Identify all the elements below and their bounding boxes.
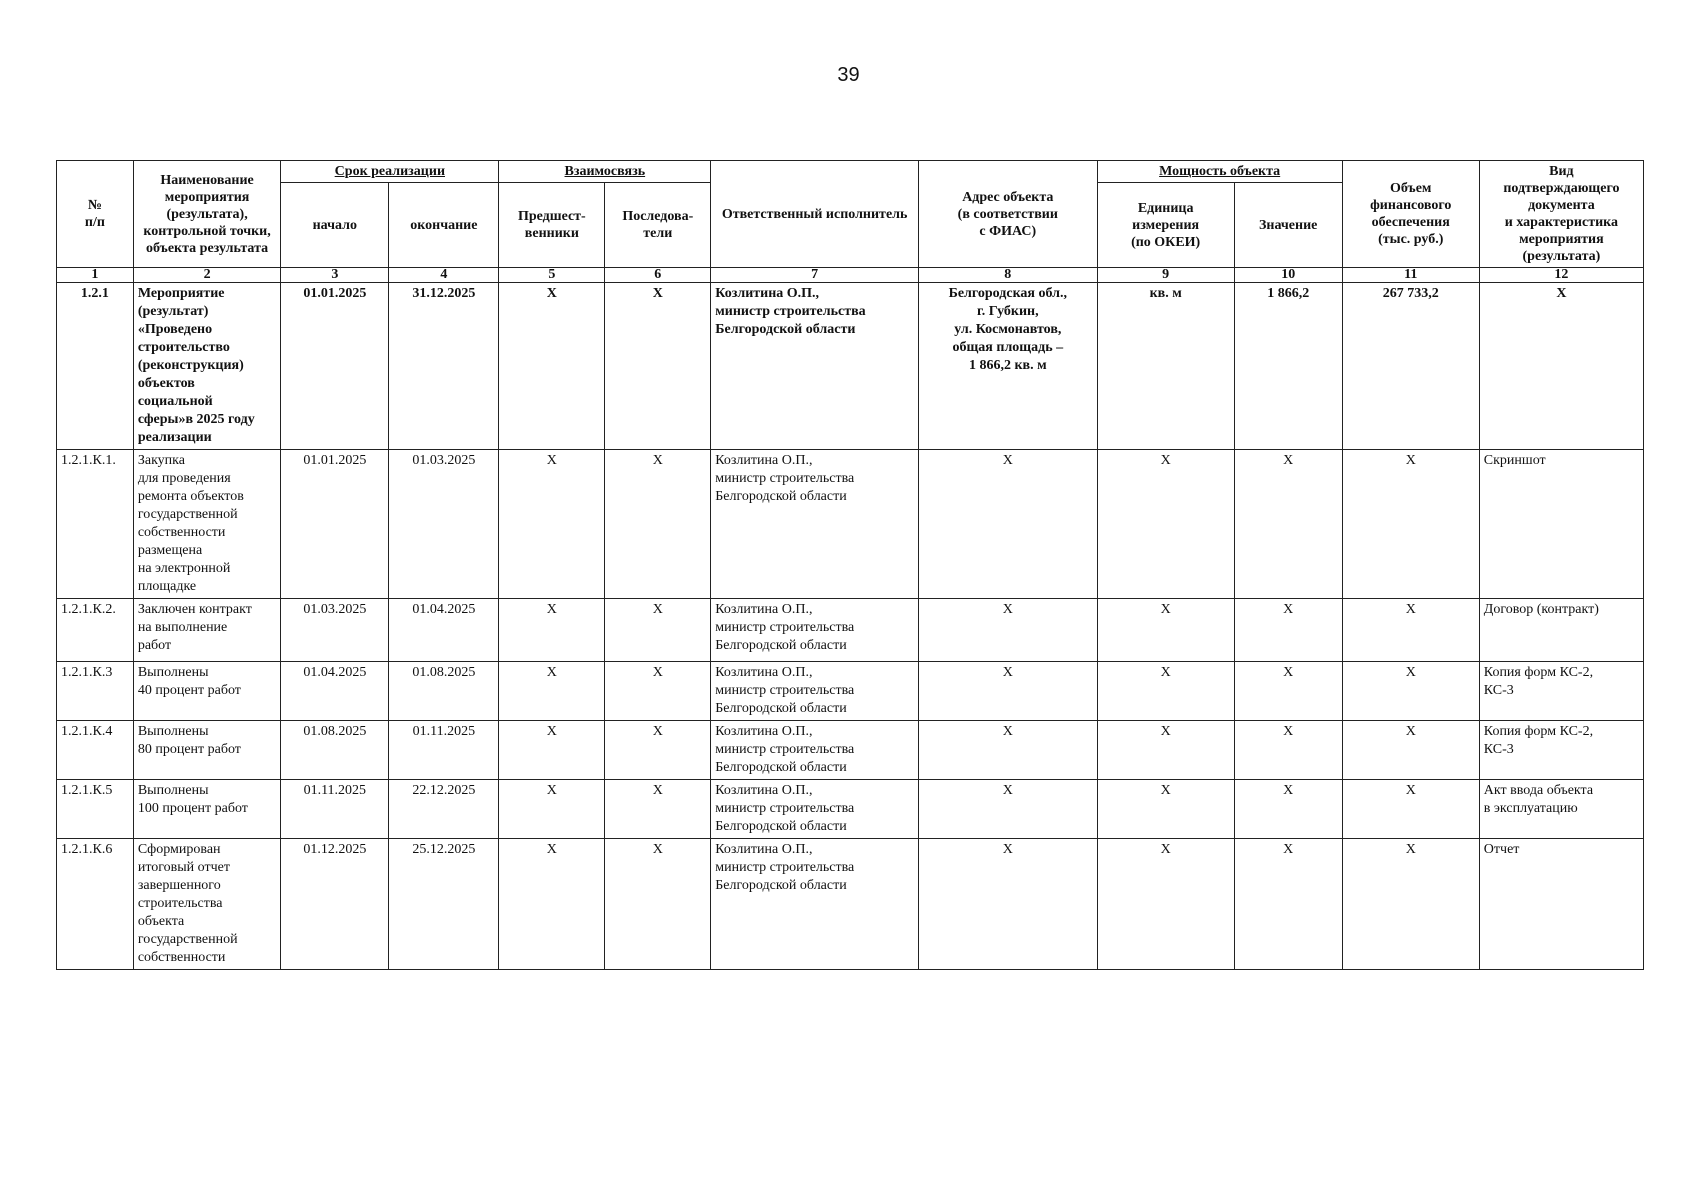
cell-name: Выполнены 80 процент работ	[133, 721, 280, 780]
col-number: 10	[1234, 268, 1342, 283]
cell-unit: X	[1097, 599, 1234, 662]
table-row	[57, 450, 1644, 599]
cell-address: X	[918, 662, 1097, 721]
cell-name: Закупка для проведения ремонта объектов государственной собственности размещена на электронной площадке	[133, 450, 280, 599]
cell-doc: Копия форм КС-2, КС-3	[1479, 721, 1643, 780]
cell-unit: X	[1097, 450, 1234, 599]
cell-pred: X	[499, 283, 605, 450]
header-end: окончание	[389, 183, 499, 268]
header-num: № п/п	[57, 161, 134, 268]
cell-succ: X	[605, 599, 711, 662]
cell-doc: X	[1479, 283, 1643, 450]
cell-end: 01.11.2025	[389, 721, 499, 780]
header-term: Срок реализации	[281, 161, 499, 183]
cell-name: Мероприятие (результат) «Проведено строительство (реконструкция) объектов социальной сферы»в 2025 году реализации	[133, 283, 280, 450]
cell-name: Выполнены 100 процент работ	[133, 780, 280, 839]
cell-start: 01.03.2025	[281, 599, 389, 662]
cell-num: 1.2.1	[57, 283, 134, 450]
cell-address: X	[918, 780, 1097, 839]
cell-start: 01.01.2025	[281, 283, 389, 450]
cell-value: X	[1234, 662, 1342, 721]
cell-succ: X	[605, 721, 711, 780]
cell-address: X	[918, 450, 1097, 599]
cell-doc: Отчет	[1479, 839, 1643, 970]
cell-unit: X	[1097, 721, 1234, 780]
col-number: 12	[1479, 268, 1643, 283]
cell-start: 01.12.2025	[281, 839, 389, 970]
cell-address: X	[918, 599, 1097, 662]
header-doc: Вид подтверждающего документа и характеристика мероприятия (результата)	[1479, 161, 1643, 268]
col-number: 3	[281, 268, 389, 283]
cell-start: 01.08.2025	[281, 721, 389, 780]
cell-pred: X	[499, 599, 605, 662]
cell-name: Сформирован итоговый отчет завершенного строительства объекта государственной собственности	[133, 839, 280, 970]
cell-end: 31.12.2025	[389, 283, 499, 450]
cell-unit: X	[1097, 780, 1234, 839]
header-pred: Предшест- венники	[499, 183, 605, 268]
cell-pred: X	[499, 662, 605, 721]
cell-num: 1.2.1.К.3	[57, 662, 134, 721]
table-row	[57, 839, 1644, 970]
header-link: Взаимосвязь	[499, 161, 711, 183]
col-number: 11	[1342, 268, 1479, 283]
cell-name: Выполнены 40 процент работ	[133, 662, 280, 721]
cell-end: 01.03.2025	[389, 450, 499, 599]
header-value: Значение	[1234, 183, 1342, 268]
cell-finance: X	[1342, 780, 1479, 839]
cell-address: Белгородская обл., г. Губкин, ул. Космонавтов, общая площадь – 1 866,2 кв. м	[918, 283, 1097, 450]
table-header	[57, 161, 1644, 283]
plan-table	[56, 160, 1644, 970]
cell-num: 1.2.1.К.5	[57, 780, 134, 839]
cell-succ: X	[605, 780, 711, 839]
cell-value: X	[1234, 780, 1342, 839]
cell-num: 1.2.1.К.6	[57, 839, 134, 970]
cell-succ: X	[605, 839, 711, 970]
cell-doc: Акт ввода объекта в эксплуатацию	[1479, 780, 1643, 839]
cell-num: 1.2.1.К.2.	[57, 599, 134, 662]
header-finance: Объем финансового обеспечения (тыс. руб.)	[1342, 161, 1479, 268]
cell-pred: X	[499, 450, 605, 599]
col-number: 5	[499, 268, 605, 283]
cell-end: 01.08.2025	[389, 662, 499, 721]
cell-finance: X	[1342, 839, 1479, 970]
cell-end: 25.12.2025	[389, 839, 499, 970]
cell-end: 22.12.2025	[389, 780, 499, 839]
cell-finance: X	[1342, 599, 1479, 662]
cell-pred: X	[499, 780, 605, 839]
cell-start: 01.04.2025	[281, 662, 389, 721]
cell-responsible: Козлитина О.П., министр строительства Белгородской области	[711, 450, 919, 599]
col-number: 4	[389, 268, 499, 283]
cell-start: 01.11.2025	[281, 780, 389, 839]
cell-pred: X	[499, 721, 605, 780]
cell-finance: X	[1342, 721, 1479, 780]
cell-value: 1 866,2	[1234, 283, 1342, 450]
cell-finance: X	[1342, 662, 1479, 721]
cell-unit: X	[1097, 839, 1234, 970]
header-unit: Единица измерения (по ОКЕИ)	[1097, 183, 1234, 268]
cell-doc: Договор (контракт)	[1479, 599, 1643, 662]
col-number: 6	[605, 268, 711, 283]
cell-succ: X	[605, 450, 711, 599]
cell-address: X	[918, 839, 1097, 970]
table-row	[57, 721, 1644, 780]
cell-finance: X	[1342, 450, 1479, 599]
cell-responsible: Козлитина О.П., министр строительства Белгородской области	[711, 721, 919, 780]
cell-unit: кв. м	[1097, 283, 1234, 450]
cell-succ: X	[605, 283, 711, 450]
header-succ: Последова- тели	[605, 183, 711, 268]
cell-value: X	[1234, 599, 1342, 662]
table-row	[57, 599, 1644, 662]
cell-responsible: Козлитина О.П., министр строительства Белгородской области	[711, 599, 919, 662]
header-capacity: Мощность объекта	[1097, 161, 1342, 183]
cell-start: 01.01.2025	[281, 450, 389, 599]
column-number-row	[57, 268, 1644, 283]
header-responsible: Ответственный исполнитель	[711, 161, 919, 268]
header-name: Наименование мероприятия (результата), контрольной точки, объекта результата	[133, 161, 280, 268]
cell-succ: X	[605, 662, 711, 721]
cell-responsible: Козлитина О.П., министр строительства Белгородской области	[711, 662, 919, 721]
table-row	[57, 780, 1644, 839]
cell-unit: X	[1097, 662, 1234, 721]
table-row	[57, 662, 1644, 721]
col-number: 9	[1097, 268, 1234, 283]
cell-name: Заключен контракт на выполнение работ	[133, 599, 280, 662]
cell-value: X	[1234, 450, 1342, 599]
cell-pred: X	[499, 839, 605, 970]
header-address: Адрес объекта (в соответствии с ФИАС)	[918, 161, 1097, 268]
cell-doc: Скриншот	[1479, 450, 1643, 599]
cell-address: X	[918, 721, 1097, 780]
col-number: 8	[918, 268, 1097, 283]
col-number: 7	[711, 268, 919, 283]
cell-value: X	[1234, 721, 1342, 780]
cell-end: 01.04.2025	[389, 599, 499, 662]
page-number: 39	[837, 64, 860, 86]
cell-responsible: Козлитина О.П., министр строительства Белгородской области	[711, 780, 919, 839]
cell-value: X	[1234, 839, 1342, 970]
col-number: 2	[133, 268, 280, 283]
cell-finance: 267 733,2	[1342, 283, 1479, 450]
cell-num: 1.2.1.К.1.	[57, 450, 134, 599]
col-number: 1	[57, 268, 134, 283]
cell-doc: Копия форм КС-2, КС-3	[1479, 662, 1643, 721]
cell-responsible: Козлитина О.П., министр строительства Белгородской области	[711, 839, 919, 970]
cell-num: 1.2.1.К.4	[57, 721, 134, 780]
header-start: начало	[281, 183, 389, 268]
table-row	[57, 283, 1644, 450]
cell-responsible: Козлитина О.П., министр строительства Белгородской области	[711, 283, 919, 450]
